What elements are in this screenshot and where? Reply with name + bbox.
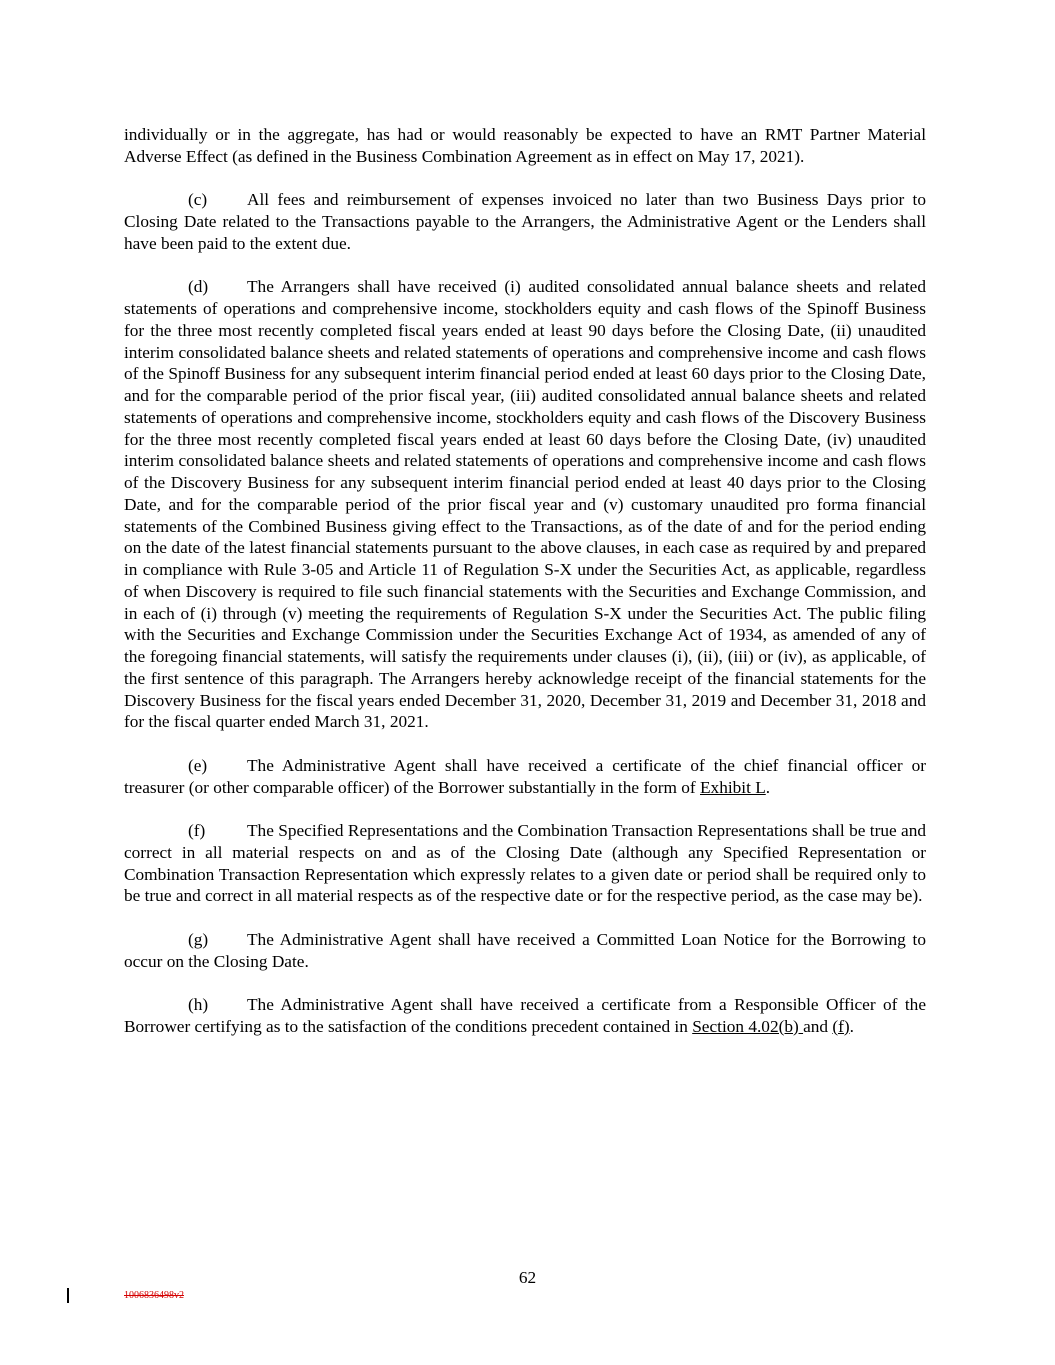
paragraph-tail: . — [849, 1016, 854, 1036]
page-number: 62 — [518, 1268, 537, 1287]
paragraph-mid: and — [803, 1016, 833, 1036]
document-body — [124, 124, 926, 1038]
paragraph-text: individually or in the aggregate, has had or would reasonably be expected to have an RMT Partner Material Adverse Effect (as defined in the Business Combination Agreement as in effect on May 17, 2021). — [124, 125, 926, 166]
paragraph-e — [124, 755, 926, 799]
paragraph-h — [124, 994, 926, 1038]
paragraph-text: The Administrative Agent shall have received a certificate from a Responsible Officer of the Borrower certifying as to the satisfaction of the conditions precedent contained in — [124, 995, 926, 1036]
paragraph-g — [124, 929, 926, 973]
paragraph-d — [124, 276, 926, 733]
paragraph-text: The Arrangers shall have received (i) audited consolidated annual balance sheets and related statements of operations and comprehensive income, stockholders equity and cash flows of the Spinoff Business for the three most recently completed fiscal years ended at least 90 days before the Closing Date, (ii) unaudited interim consolidated balance sheets and related statements of operations and comprehensive income and cash flows of the Spinoff Business for any subsequent interim financial period ended at least 60 days prior to the Closing Date, and for the comparable period of the prior fiscal year, (iii) audited consolidated annual balance sheets and related statements of operations and comprehensive income, stockholders equity and cash flows of the Discovery Business for the three most recently completed fiscal years ended at least 60 days before the Closing Date, (iv) unaudited interim consolidated balance sheets and related statements of operations and comprehensive income and cash flows of the Discovery Business for any subsequent interim financial period ended at least 40 days prior to the Closing Date, and for the comparable period of the prior fiscal year and (v) customary unaudited pro forma financial statements of the Combined Business giving effect to the Transactions, as of the date of and for the period ending on the date of the latest financial statements pursuant to the above clauses, in each case as required by and prepared in compliance with Rule 3-05 and Article 11 of Regulation S-X under the Securities Act, as applicable, regardless of when Discovery is required to file such financial statements with the Securities and Exchange Commission, and in each of (i) through (v) meeting the requirements of Regulation S-X under the Securities Act. The public filing with the Securities and Exchange Commission under the Securities Exchange Act of 1934, as amended of any of the foregoing financial statements, will satisfy the requirements under clauses (i), (ii), (iii) or (iv), as applicable, of the first sentence of this paragraph. The Arrangers hereby acknowledge receipt of the financial statements for the Discovery Business for the fiscal years ended December 31, 2020, December 31, 2019 and December 31, 2018 and for the fiscal quarter ended March 31, 2021. — [124, 277, 926, 732]
paragraph-text: The Administrative Agent shall have received a certificate of the chief financial officer or treasurer (or other comparable officer) of the Borrower substantially in the form of — [124, 755, 926, 797]
paragraph-text: All fees and reimbursement of expenses invoiced no later than two Business Days prior to Closing Date related to the Transactions payable to the Arrangers, the Administrative Agent or the Lenders shall have been paid to the extent due. — [124, 190, 926, 253]
paragraph-text: The Administrative Agent shall have received a Committed Loan Notice for the Borrowing to occur on the Closing Date. — [124, 929, 926, 971]
paragraph-text: The Specified Representations and the Combination Transaction Representations shall be true and correct in all material respects on and as of the Closing Date (although any Specified Representation or Combination Transaction Representation which expressly relates to a given date or period shall be required only to be true and correct in all material respects as of the respective date or for the respective period, as the case may be). — [124, 821, 926, 906]
clause-label: (g) — [188, 929, 209, 949]
document-id: 1006836498v2 — [124, 1290, 184, 1301]
revision-change-bar — [67, 1288, 69, 1303]
clause-f-reference: (f) — [832, 1016, 850, 1036]
paragraph-tail: . — [765, 777, 771, 797]
clause-label: (e) — [188, 755, 208, 775]
paragraph-continuation — [124, 124, 926, 168]
clause-label: (f) — [188, 821, 206, 840]
paragraph-c — [124, 189, 926, 254]
paragraph-f — [124, 820, 926, 907]
clause-label: (h) — [188, 995, 209, 1014]
clause-label: (d) — [188, 277, 209, 297]
exhibit-l-reference: Exhibit L — [700, 777, 766, 797]
section-4-02b-reference: Section 4.02(b) — [692, 1016, 804, 1036]
clause-label: (c) — [188, 190, 208, 210]
